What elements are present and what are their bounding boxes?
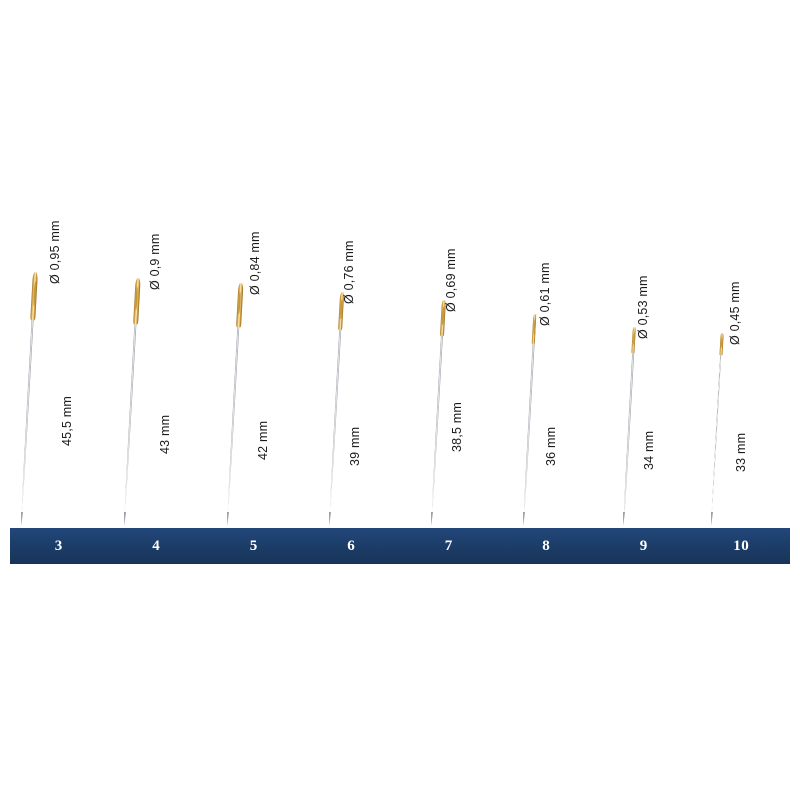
needle-diameter-label: Ø 0,61 mm — [538, 262, 552, 326]
needle-eye-hole — [533, 320, 536, 336]
size-bar-label: 10 — [733, 537, 750, 554]
needle-diameter-label: Ø 0,9 mm — [148, 233, 162, 290]
needle-eye-hole — [135, 287, 138, 311]
needle-eye — [719, 333, 723, 355]
needle-shaft — [711, 333, 722, 512]
needle-length-label: 36 mm — [544, 426, 558, 466]
needle-diameter-label: Ø 0,69 mm — [444, 248, 458, 312]
needle-eye — [30, 272, 38, 320]
size-bar-label: 6 — [347, 537, 356, 554]
size-bar — [10, 528, 790, 564]
needle-length-label: 33 mm — [734, 432, 748, 472]
needle-diameter-label: Ø 0,95 mm — [48, 220, 62, 284]
needle-diameter-label: Ø 0,84 mm — [248, 231, 262, 295]
needle-diameter-label: Ø 0,76 mm — [342, 240, 356, 304]
needle-length-label: 39 mm — [348, 426, 362, 466]
needle-tip — [622, 512, 625, 526]
needle-tip — [226, 512, 229, 526]
needle-eye — [532, 314, 537, 344]
needle-shaft — [623, 327, 635, 512]
needle-length-label: 38,5 mm — [450, 401, 464, 452]
needle-tip — [430, 512, 433, 526]
size-bar-label: 9 — [639, 537, 648, 554]
needle-tip — [123, 512, 126, 526]
needle-tip — [328, 512, 331, 526]
needle-eye-hole — [720, 337, 723, 349]
size-bar-label: 8 — [542, 537, 551, 554]
needle-diameter-label: Ø 0,53 mm — [636, 275, 650, 339]
size-bar-label: 7 — [444, 537, 453, 554]
needle-eye — [133, 278, 140, 324]
needle-eye — [236, 283, 243, 327]
size-bar-label: 3 — [54, 537, 63, 554]
size-bar-label: 5 — [249, 537, 258, 554]
needle-length-label: 42 mm — [256, 420, 270, 460]
needle-tip — [20, 512, 23, 526]
needle-eye-hole — [238, 291, 241, 314]
needle-tip — [522, 512, 525, 526]
needle-eye-hole — [33, 281, 36, 306]
needle-eye-hole — [632, 332, 635, 346]
needle-length-label: 34 mm — [642, 430, 656, 470]
size-bar-label: 4 — [152, 537, 161, 554]
needle-length-label: 45,5 mm — [60, 395, 74, 446]
needle-diameter-label: Ø 0,45 mm — [728, 281, 742, 345]
needle-tip — [710, 512, 713, 526]
needle-length-label: 43 mm — [158, 414, 172, 454]
